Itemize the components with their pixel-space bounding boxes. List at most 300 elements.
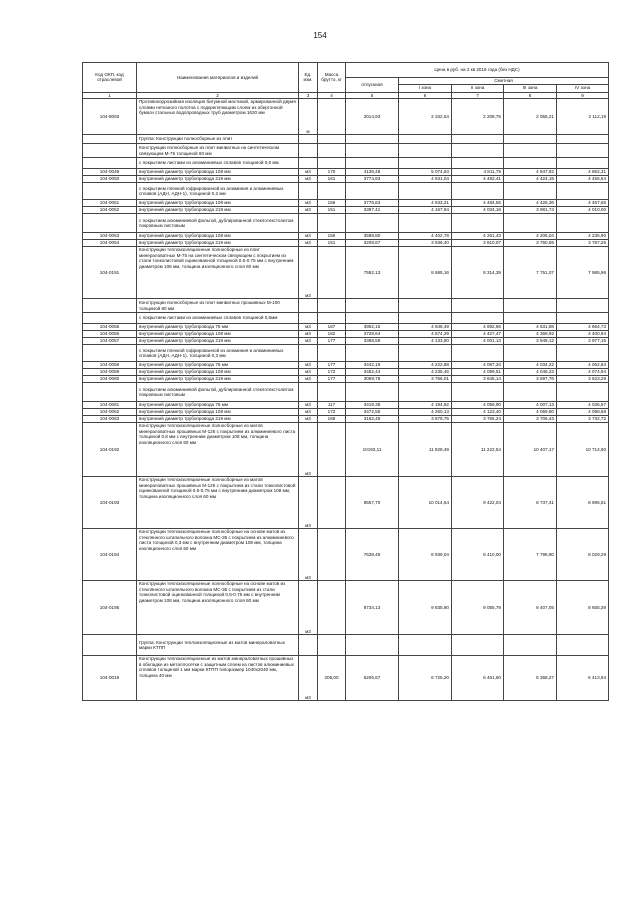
code-cell <box>83 635 137 656</box>
unit-cell: м3 <box>299 324 318 331</box>
price-zone-1: 4 260,13 <box>399 409 452 416</box>
price-zone-3 <box>504 299 557 313</box>
table-row <box>83 477 609 529</box>
price-zone-3 <box>504 313 557 324</box>
price-supplier <box>346 158 399 169</box>
price-zone-1: 4 633,21 <box>399 200 452 207</box>
price-supplier <box>346 183 399 200</box>
mass-cell <box>318 214 346 233</box>
table-row <box>83 176 609 183</box>
code-cell <box>83 383 137 402</box>
name-cell: с покрытием листами из алюминиевых сплавов толщиной 0,5мм <box>137 313 299 324</box>
unit-cell <box>299 345 318 362</box>
price-supplier: 3442,19 <box>346 362 399 369</box>
mass-cell: 161 <box>318 176 346 183</box>
unit-cell <box>299 144 318 158</box>
table-row <box>83 383 609 402</box>
price-supplier: 3952,15 <box>346 324 399 331</box>
unit-cell <box>299 183 318 200</box>
price-zone-3: 4 426,36 <box>504 200 557 207</box>
price-zone-3: 3 706,43 <box>504 416 557 423</box>
price-supplier <box>346 135 399 144</box>
price-zone-1 <box>399 345 452 362</box>
colnum: 2 <box>137 92 299 99</box>
unit-cell: м3 <box>299 207 318 214</box>
price-zone-2 <box>452 214 504 233</box>
table-row <box>83 240 609 247</box>
code-cell: 104-0049 <box>83 169 137 176</box>
price-zone-3: 3 760,55 <box>504 240 557 247</box>
price-zone-1 <box>399 383 452 402</box>
price-supplier: 8734,13 <box>346 581 399 635</box>
table-row <box>83 299 609 313</box>
name-cell: внутренний диаметр трубопровода 219 мм <box>137 416 299 423</box>
mass-cell <box>318 423 346 477</box>
colnum: 4 <box>318 92 346 99</box>
price-zone-4: 3 977,15 <box>557 338 609 345</box>
price-zone-4: 4 457,65 <box>557 200 609 207</box>
mass-cell: 168 <box>318 416 346 423</box>
price-zone-1: 8 939,04 <box>399 529 452 581</box>
price-zone-1: 10 014,64 <box>399 477 452 529</box>
table-row <box>83 158 609 169</box>
name-cell: Конструкции полносборные из плит минватных прошивных М-100 толщиной 80 мм <box>137 299 299 313</box>
price-zone-1 <box>399 158 452 169</box>
mass-cell: 117 <box>318 402 346 409</box>
table-row <box>83 409 609 416</box>
price-supplier: 7592,13 <box>346 247 399 299</box>
unit-cell <box>299 635 318 656</box>
unit-cell: м3 <box>299 247 318 299</box>
header-zone-4: IV зона <box>557 84 609 92</box>
price-zone-2: 6 461,60 <box>452 656 504 701</box>
price-zone-2: 4 482,41 <box>452 176 504 183</box>
price-supplier: 8557,70 <box>346 477 399 529</box>
code-cell: 104-0056 <box>83 331 137 338</box>
price-zone-4: 4 235,90 <box>557 233 609 240</box>
price-zone-4: 8 995,51 <box>557 477 609 529</box>
price-zone-4: 8 029,29 <box>557 529 609 581</box>
code-cell: 104-0054 <box>83 240 137 247</box>
price-zone-4 <box>557 635 609 656</box>
price-zone-2: 8 410,00 <box>452 529 504 581</box>
price-supplier: 3728,64 <box>346 331 399 338</box>
price-supplier: 3069,78 <box>346 376 399 383</box>
name-cell: внутренний диаметр трубопровода 108 мм <box>137 200 299 207</box>
name-cell: внутренний диаметр трубопровода 76 мм <box>137 402 299 409</box>
name-cell: внутренний диаметр трубопровода 76 мм <box>137 324 299 331</box>
price-zone-2: 8 314,39 <box>452 247 504 299</box>
mass-cell <box>318 345 346 362</box>
price-zone-4: 4 664,73 <box>557 324 609 331</box>
price-zone-1 <box>399 144 452 158</box>
mass-cell <box>318 99 346 135</box>
code-cell: 104-0057 <box>83 338 137 345</box>
table-row <box>83 183 609 200</box>
header-code: Код ОКП, код отраслевой <box>83 63 137 93</box>
unit-cell: м3 <box>299 169 318 176</box>
price-zone-2 <box>452 383 504 402</box>
mass-cell: 206,00 <box>318 656 346 701</box>
price-zone-1: 3 936,40 <box>399 240 452 247</box>
price-supplier: 3368,59 <box>346 338 399 345</box>
price-zone-3: 8 407,05 <box>504 581 557 635</box>
colnum: 8 <box>504 92 557 99</box>
price-zone-3: 4 034,22 <box>504 362 557 369</box>
code-cell: 104-0194 <box>83 529 137 581</box>
price-zone-1 <box>399 214 452 233</box>
price-zone-4 <box>557 313 609 324</box>
price-zone-1 <box>399 299 452 313</box>
price-zone-1: 8 685,16 <box>399 247 452 299</box>
price-zone-3: 4 631,88 <box>504 324 557 331</box>
mass-cell <box>318 247 346 299</box>
group-row <box>83 135 609 144</box>
price-supplier: 3162,49 <box>346 416 399 423</box>
name-cell: внутренний диаметр трубопровода 219 мм <box>137 207 299 214</box>
price-zone-2 <box>452 144 504 158</box>
header-price: Цена в руб. на 2 кв 2018 года (без НДС) <box>346 63 609 78</box>
unit-cell: м3 <box>299 369 318 376</box>
price-zone-1 <box>399 183 452 200</box>
price-supplier: 3397,41 <box>346 207 399 214</box>
price-zone-1 <box>399 313 452 324</box>
price-zone-3: 6 358,27 <box>504 656 557 701</box>
price-zone-4 <box>557 135 609 144</box>
price-zone-3 <box>504 158 557 169</box>
price-supplier <box>346 214 399 233</box>
mass-cell <box>318 299 346 313</box>
mass-cell: 177 <box>318 362 346 369</box>
code-cell: 104-0195 <box>83 581 137 635</box>
mass-cell <box>318 135 346 144</box>
price-zone-4: 4 400,94 <box>557 331 609 338</box>
mass-cell <box>318 529 346 581</box>
name-cell: Конструкции теплоизоляционные полносборные на основе матов из стеклянного штапельного волокна МС-35 с покрытием из стали тонколистовой оцинкованной толщиной 0,5-0.75 мм с внутренним диаметром 108 мм, толщина изоляционного слоя 60 мм <box>137 581 299 635</box>
price-supplier: 3419,38 <box>346 402 399 409</box>
unit-cell: м3 <box>299 477 318 529</box>
price-zone-2: 9 422,04 <box>452 477 504 529</box>
mass-cell <box>318 183 346 200</box>
price-supplier: 3452,44 <box>346 369 399 376</box>
mass-cell: 177 <box>318 338 346 345</box>
mass-cell: 170 <box>318 169 346 176</box>
name-cell: внутренний диаметр трубопровода 219 мм <box>137 240 299 247</box>
price-zone-2 <box>452 313 504 324</box>
price-zone-3 <box>504 183 557 200</box>
price-supplier <box>346 144 399 158</box>
price-zone-4 <box>557 345 609 362</box>
colnum: 7 <box>452 92 504 99</box>
price-zone-3 <box>504 214 557 233</box>
name-cell: с покрытием пленкой гофрированной из алюминия и алюминиевых сплавов (АДН, АДН-1), толщиной 0,3 мм <box>137 345 299 362</box>
mass-cell: 156 <box>318 233 346 240</box>
name-cell: внутренний диаметр трубопровода 108 мм <box>137 169 299 176</box>
mass-cell: 172 <box>318 369 346 376</box>
price-zone-2 <box>452 135 504 144</box>
code-cell: 104-0052 <box>83 207 137 214</box>
mass-cell <box>318 477 346 529</box>
price-zone-1: 4 848,49 <box>399 324 452 331</box>
header-unit: Ед. изм. <box>299 63 318 93</box>
price-zone-4: 4 098,68 <box>557 409 609 416</box>
mass-cell <box>318 383 346 402</box>
table-row <box>83 345 609 362</box>
price-zone-3: 4 847,92 <box>504 169 557 176</box>
name-cell: внутренний диаметр трубопровода 219 мм <box>137 376 299 383</box>
unit-cell: м3 <box>299 656 318 701</box>
header-zone-1: I зона <box>399 84 452 92</box>
mass-cell: 151 <box>318 240 346 247</box>
mass-cell <box>318 313 346 324</box>
table-body <box>83 99 609 701</box>
header-estimate: Сметная <box>399 78 609 85</box>
price-zone-1: 4 402,78 <box>399 233 452 240</box>
price-zone-3: 4 424,15 <box>504 176 557 183</box>
code-cell: 104-0051 <box>83 200 137 207</box>
table-row <box>83 144 609 158</box>
price-zone-3 <box>504 144 557 158</box>
price-zone-3: 4 069,80 <box>504 409 557 416</box>
price-zone-2 <box>452 183 504 200</box>
price-zone-1: 4 222,88 <box>399 362 452 369</box>
unit-cell: м3 <box>299 240 318 247</box>
price-zone-2: 4 001,13 <box>452 338 504 345</box>
price-zone-3: 4 007,13 <box>504 402 557 409</box>
price-zone-4: 3 787,25 <box>557 240 609 247</box>
price-zone-4: 2 112,19 <box>557 99 609 135</box>
table-row <box>83 169 609 176</box>
price-zone-1: 4 133,80 <box>399 338 452 345</box>
price-supplier: 7638,49 <box>346 529 399 581</box>
price-zone-2: 4 099,51 <box>452 369 504 376</box>
unit-cell: м3 <box>299 376 318 383</box>
table-row <box>83 581 609 635</box>
price-zone-1: 4 235,46 <box>399 369 452 376</box>
name-cell: внутренний диаметр трубопровода 108 мм <box>137 331 299 338</box>
price-zone-2: 4 427,47 <box>452 331 504 338</box>
price-zone-3: 4 046,23 <box>504 369 557 376</box>
unit-cell: м3 <box>299 233 318 240</box>
name-cell: внутренний диаметр трубопровода 219 мм <box>137 338 299 345</box>
code-cell: 104-0058 <box>83 362 137 369</box>
mass-cell: 182 <box>318 331 346 338</box>
price-zone-3: 7 798,90 <box>504 529 557 581</box>
page-number: 154 <box>313 31 327 40</box>
price-zone-3 <box>504 383 557 402</box>
price-zone-3: 10 407,17 <box>504 423 557 477</box>
price-zone-4 <box>557 299 609 313</box>
unit-cell: м3 <box>299 529 318 581</box>
mass-cell: 156 <box>318 200 346 207</box>
unit-cell: м3 <box>299 409 318 416</box>
unit-cell: м3 <box>299 338 318 345</box>
code-cell <box>83 214 137 233</box>
name-cell: Конструкции теплоизоляционные полносборные из плит минераловатных М-75 на синтетическом связующем с покрытием из стали тонколистовой оцинкованной толщиной 0.5-0.75 мм с внутренним диаметром 108 мм, толщина изоляционного слоя 60 мм <box>137 247 299 299</box>
mass-cell: 151 <box>318 207 346 214</box>
code-cell: 104-0191 <box>83 247 137 299</box>
price-supplier: 3472,55 <box>346 409 399 416</box>
price-zone-2: 4 087,34 <box>452 362 504 369</box>
table-row <box>83 200 609 207</box>
price-zone-2: 9 055,79 <box>452 581 504 635</box>
price-zone-4: 8 655,39 <box>557 581 609 635</box>
price-zone-2 <box>452 158 504 169</box>
colnum: 6 <box>399 92 452 99</box>
table-row <box>83 338 609 345</box>
name-cell: внутренний диаметр трубопровода 108 мм <box>137 409 299 416</box>
unit-cell: м3 <box>299 423 318 477</box>
price-zone-3 <box>504 635 557 656</box>
price-zone-2: 4 484,55 <box>452 200 504 207</box>
price-zone-2: 4 811,75 <box>452 169 504 176</box>
colnum: 3 <box>299 92 318 99</box>
header-mass: Масса брутто, кг <box>318 63 346 93</box>
price-zone-1: 5 074,63 <box>399 169 452 176</box>
table-row <box>83 416 609 423</box>
price-zone-4: 10 714,60 <box>557 423 609 477</box>
column-numbers-row <box>83 92 609 99</box>
mass-cell <box>318 635 346 656</box>
price-zone-2: 4 034,18 <box>452 207 504 214</box>
price-supplier <box>346 299 399 313</box>
name-cell: внутренний диаметр трубопровода 219 мм <box>137 176 299 183</box>
name-cell: Конструкции теплоизоляционные полносборные на основе матов из стеклянного штапельного волокна МС-35 с покрытием из алюминиевого листа толщиной 0,3 мм с внутренним диаметром 108 мм, толщина изоляционного слоя 60 мм <box>137 529 299 581</box>
unit-cell <box>299 313 318 324</box>
code-cell: 104-0193 <box>83 477 137 529</box>
header-name: Наименования материалов и изделий <box>137 63 299 93</box>
code-cell: 104-0062 <box>83 409 137 416</box>
price-zone-4 <box>557 144 609 158</box>
price-zone-4: 4 035,57 <box>557 402 609 409</box>
table-row <box>83 313 609 324</box>
mass-cell <box>318 144 346 158</box>
colnum: 9 <box>557 92 609 99</box>
table-row <box>83 376 609 383</box>
price-zone-4: 4 010,00 <box>557 207 609 214</box>
code-cell <box>83 299 137 313</box>
price-zone-3: 3 597,76 <box>504 376 557 383</box>
code-cell: 104-0061 <box>83 402 137 409</box>
code-cell: 104-0063 <box>83 416 137 423</box>
name-cell: Конструкции теплоизоляционные из матов минераловатных прошивных в обкладке из металлосетки с защитным слоем из листов алюминиевых сплавов толщиной 1 мм марки КТПП типоразмер 1040х2040 мм, толщина 40 мм <box>137 656 299 701</box>
price-supplier: 3588,80 <box>346 233 399 240</box>
price-supplier: 3774,93 <box>346 176 399 183</box>
price-zone-3: 7 751,07 <box>504 247 557 299</box>
price-zone-2: 3 810,07 <box>452 240 504 247</box>
price-supplier <box>346 313 399 324</box>
price-zone-4: 7 985,96 <box>557 247 609 299</box>
price-zone-2: 3 645,14 <box>452 376 504 383</box>
code-cell <box>83 345 137 362</box>
price-zone-1: 4 631,04 <box>399 176 452 183</box>
code-cell <box>83 135 137 144</box>
mass-cell <box>318 158 346 169</box>
price-zone-3: 3 949,12 <box>504 338 557 345</box>
price-zone-4: 3 623,29 <box>557 376 609 383</box>
unit-cell: м3 <box>299 416 318 423</box>
table-row <box>83 369 609 376</box>
mass-cell: 172 <box>318 409 346 416</box>
price-zone-1: 6 725,20 <box>399 656 452 701</box>
price-zone-1: 4 167,94 <box>399 207 452 214</box>
price-zone-3: 4 206,04 <box>504 233 557 240</box>
name-cell: Противокоррозийная изоляция битумной мастикой, армированной двумя слоями нетканого полотна с подкрепляющим слоем из обертонной бумаги стальных водопроводных труб диаметром 1620 мм <box>137 99 299 135</box>
price-zone-4 <box>557 214 609 233</box>
price-zone-4 <box>557 158 609 169</box>
price-zone-2 <box>452 299 504 313</box>
unit-cell: м3 <box>299 402 318 409</box>
code-cell: 104-0019 <box>83 656 137 701</box>
name-cell: внутренний диаметр трубопровода 108 мм <box>137 233 299 240</box>
price-zone-1: 4 194,92 <box>399 402 452 409</box>
price-zone-3 <box>504 135 557 144</box>
unit-cell <box>299 299 318 313</box>
table-row <box>83 423 609 477</box>
price-zone-4: 3 732,72 <box>557 416 609 423</box>
unit-cell <box>299 383 318 402</box>
price-zone-3: 2 055,21 <box>504 99 557 135</box>
unit-cell <box>299 135 318 144</box>
name-cell: внутренний диаметр трубопровода 76 мм <box>137 362 299 369</box>
table-row <box>83 99 609 135</box>
price-zone-3 <box>504 345 557 362</box>
price-zone-1 <box>399 135 452 144</box>
price-supplier: 3776,63 <box>346 200 399 207</box>
price-supplier: 10193,11 <box>346 423 399 477</box>
price-supplier: 5206,67 <box>346 656 399 701</box>
header-supplier: отпускная <box>346 78 399 93</box>
price-zone-2: 4 692,86 <box>452 324 504 331</box>
group-title: Группа: Конструкции теплоизоляционные из матов минераловатных марки КТПП <box>137 635 299 656</box>
code-cell: 104-0053 <box>83 233 137 240</box>
table-row <box>83 324 609 331</box>
code-cell <box>83 158 137 169</box>
group-title: Группа: Конструкции полносборные из плит <box>137 135 299 144</box>
price-zone-1: 3 879,75 <box>399 416 452 423</box>
price-zone-4 <box>557 183 609 200</box>
price-supplier: 2014,93 <box>346 99 399 135</box>
price-zone-3: 8 737,41 <box>504 477 557 529</box>
code-cell <box>83 183 137 200</box>
name-cell: с покрытием пленкой гофрированной из алюминия и алюминиевых сплавов (АДН, АДН-1), толщиной 0,2 мм <box>137 183 299 200</box>
price-zone-2: 2 208,75 <box>452 99 504 135</box>
price-zone-4 <box>557 383 609 402</box>
mass-cell: 187 <box>318 324 346 331</box>
price-supplier <box>346 345 399 362</box>
table-row <box>83 331 609 338</box>
colnum: 1 <box>83 92 137 99</box>
price-zone-2 <box>452 635 504 656</box>
code-cell: 104-0055 <box>83 324 137 331</box>
name-cell: Конструкции теплоизоляционные полносборные из матов минераловатных прошивных М-125 с покрытием из алюминиевого листа толщиной 0.8 мм с внутренним диаметром 108 мм, толщина изоляционного слоя 60 мм <box>137 423 299 477</box>
code-cell: 104-0192 <box>83 423 137 477</box>
name-cell: внутренний диаметр трубопровода 108 мм <box>137 369 299 376</box>
table-row <box>83 247 609 299</box>
name-cell: Конструкции полносборные из плит минватных на синтетическом связующем М-75 толщиной 60 мм <box>137 144 299 158</box>
price-zone-3: 4 369,92 <box>504 331 557 338</box>
code-cell <box>83 313 137 324</box>
price-zone-4: 4 062,84 <box>557 362 609 369</box>
unit-cell: м3 <box>299 362 318 369</box>
name-cell: с покрытием листами из алюминиевых сплавов толщиной 0,5 мм <box>137 158 299 169</box>
price-zone-2: 4 123,40 <box>452 409 504 416</box>
name-cell: с покрытием алюминиевой фольгой, дублированной стеклотекстолитом покровным листовым <box>137 383 299 402</box>
price-zone-3: 3 981,74 <box>504 207 557 214</box>
unit-cell <box>299 214 318 233</box>
code-cell: 104-0059 <box>83 369 137 376</box>
header-zone-3: III зона <box>504 84 557 92</box>
